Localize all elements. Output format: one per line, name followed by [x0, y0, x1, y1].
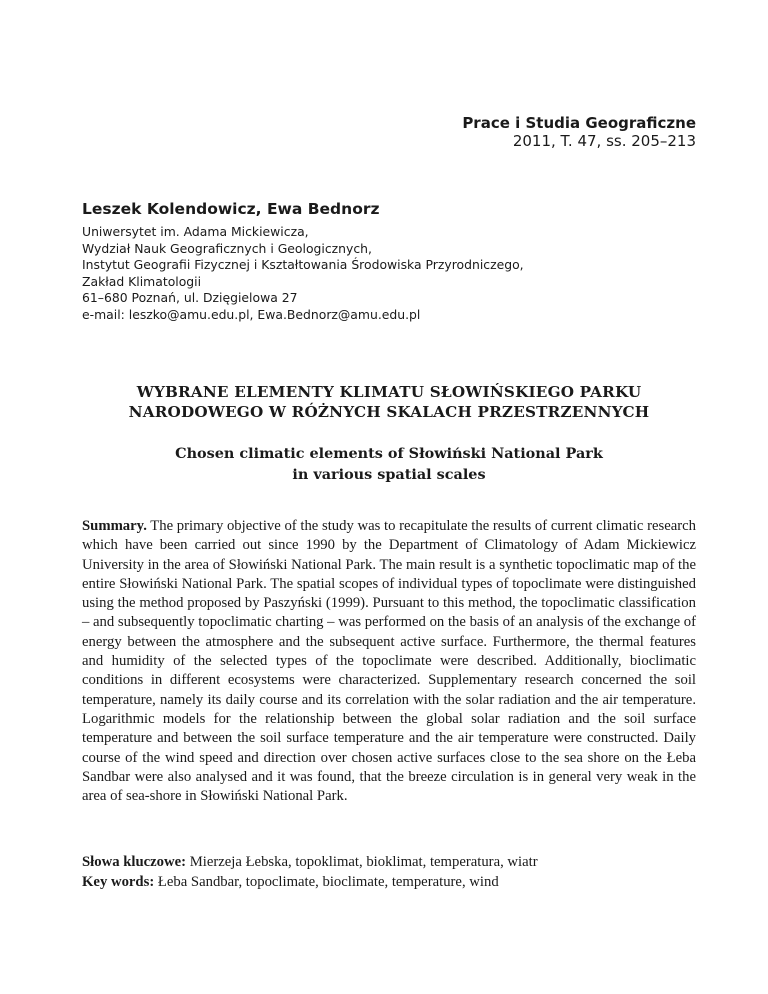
author-block: [82, 199, 524, 324]
english-title-line: in various spatial scales: [292, 465, 486, 483]
summary-label: Summary.: [82, 518, 147, 534]
keywords-polish: [82, 853, 696, 873]
english-title: [82, 444, 696, 485]
keywords-block: [82, 853, 696, 892]
journal-header: [462, 114, 696, 150]
affiliation-line: Uniwersytet im. Adama Mickiewicza,: [82, 224, 309, 239]
affiliation-line: Wydział Nauk Geograficznych i Geologicznych,: [82, 240, 372, 256]
keywords-polish-label: Słowa kluczowe:: [82, 854, 187, 870]
title-block: [82, 382, 696, 485]
summary-text: The primary objective of the study was to recapitulate the results of current climatic research which have been carried out since 1990 by the Department of Climatology of Adam Mickiewicz University in the area of Słowiński National Park. The main result is a synthetic topoclimatic map of the entire Słowiński National Park. The spatial scopes of individual types of topoclimate were distinguished using the method proposed by Paszyński (1999). Pursuant to this method, the topoclimatic classification – and subsequently topoclimatic charting – was performed on the basis of an analysis of the exchange of energy between the atmosphere and the subsequent active surface. Furthermore, the thermal features and humidity of the selected types of the topoclimate were described. Additionally, bioclimatic conditions in different ecosystems were characterized. Supplementary research concerned the soil temperature, namely its daily course and its correlation with the solar radiation and the air temperature. Logarithmic models for the relationship between the global solar radiation and the soil surface temperature and between the soil surface temperature and the air temperature were constructed. Daily course of the wind speed and direction over chosen active surfaces close to the sea shore on the Łeba Sandbar were also analysed and it was found, that the breeze circulation is in general very weak in the area of sea-shore in Słowiński National Park.: [82, 518, 696, 805]
summary-paragraph: [82, 517, 696, 806]
journal-name: Prace i Studia Geograficzne: [462, 114, 696, 132]
keywords-polish-text: Mierzeja Łebska, topoklimat, bioklimat, temperatura, wiatr: [186, 854, 538, 870]
journal-volume: 2011, T. 47, ss. 205–213: [512, 132, 696, 150]
english-title-line: Chosen climatic elements of Słowiński National Park: [175, 445, 603, 462]
polish-title-line: NARODOWEGO W RÓŻNYCH SKALACH PRZESTRZENNYCH: [128, 403, 650, 421]
polish-title-line: WYBRANE ELEMENTY KLIMATU SŁOWIŃSKIEGO PARKU: [136, 383, 642, 401]
keywords-english-text: Łeba Sandbar, topoclimate, bioclimate, temperature, wind: [154, 873, 499, 890]
affiliation-line: Zakład Klimatologii: [82, 273, 202, 289]
affiliation-line: Instytut Geografii Fizycznej i Kształtowania Środowiska Przyrodniczego,: [82, 257, 524, 273]
affiliation-address: 61–680 Poznań, ul. Dzięgielowa 27: [82, 290, 298, 306]
keywords-english-label: Key words:: [82, 873, 155, 890]
affiliation-email: e-mail: leszko@amu.edu.pl, Ewa.Bednorz@amu.edu.pl: [82, 306, 421, 322]
polish-title: [82, 382, 696, 422]
authors: Leszek Kolendowicz, Ewa Bednorz: [82, 200, 380, 218]
keywords-english: [82, 873, 696, 893]
